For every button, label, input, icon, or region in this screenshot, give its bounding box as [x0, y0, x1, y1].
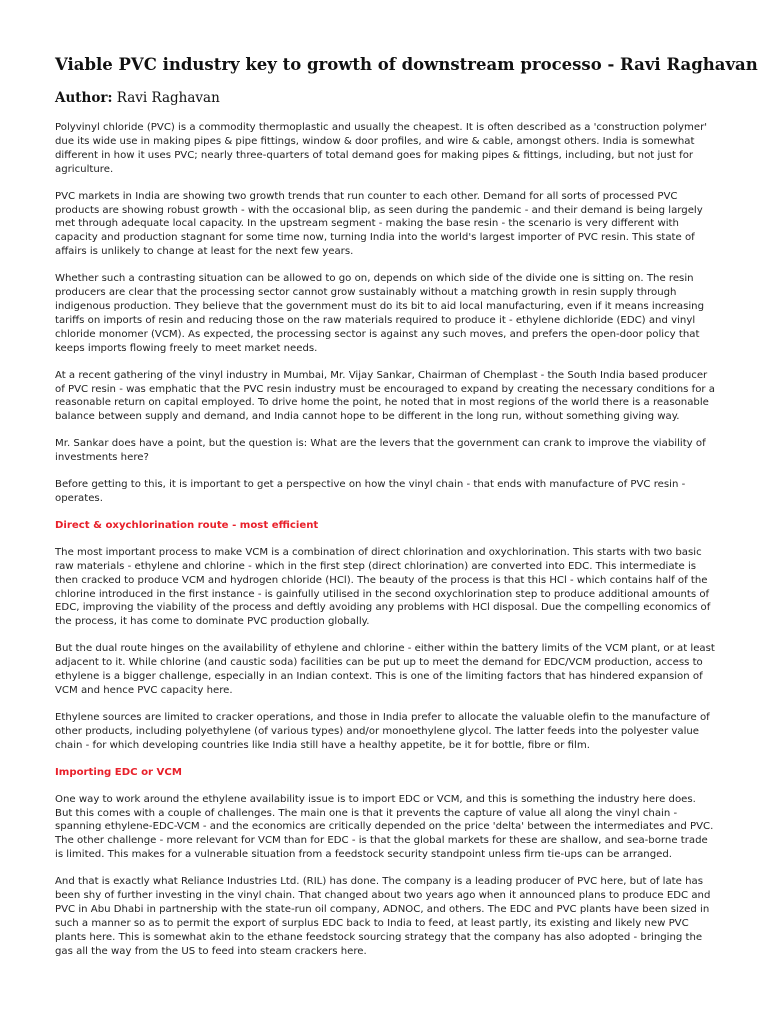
section-heading-importing-edc-vcm: Importing EDC or VCM	[55, 766, 182, 778]
paragraph-import-challenges: One way to work around the ethylene availability issue is to import EDC or VCM, and this is something the industry here does. But this comes with a couple of challenges. The main one is that it prevents the capture of value all along the vinyl chain - spanning ethylene-EDC-VCM - and the economics are critically depended on the price 'delta' between the intermediates and PVC. The other challenge - more relevant for VCM than for EDC - is that the global markets for these are shallow, and sea-borne trade is limited. This makes for a vulnerable situation from a feedstock security standpoint unless firm tie-ups can be arranged.	[55, 793, 714, 861]
paragraph-levers-question: Mr. Sankar does have a point, but the question is: What are the levers that the government can crank to improve the viability of investments here?	[55, 438, 706, 464]
paragraph-dual-route: But the dual route hinges on the availability of ethylene and chlorine - either within the battery limits of the VCM plant, or at least adjacent to it. While chlorine (and caustic soda) facilities can be put up to meet the demand for EDC/VCM production, access to ethylene is a bigger challenge, especially in an Indian context. This is one of the limiting factors that has hindered expansion of VCM and hence PVC capacity here.	[55, 643, 715, 696]
paragraph-perspective: Before getting to this, it is important to get a perspective on how the vinyl chain - that ends with manufacture of PVC resin - operates.	[55, 479, 686, 504]
paragraph-reliance: And that is exactly what Reliance Industries Ltd. (RIL) has done. The company is a leading producer of PVC here, but of late has been shy of further investing in the vinyl chain. That changed about two years ago when it announced plans to produce EDC and PVC in Abu Dhabi in partnership with the state-run oil company, ADNOC, and others. The EDC and PVC plants have been sized in such a manner so as to permit the export of surplus EDC back to India to feed, at least partly, its existing and likely new PVC plants here. This is somewhat akin to the ethane feedstock sourcing strategy that the company has also adopted - bringing the gas all the way from the US to feed into steam crackers here.	[55, 876, 711, 957]
paragraph-mumbai-gathering: At a recent gathering of the vinyl industry in Mumbai, Mr. Vijay Sankar, Chairman of Chemplast - the South India based producer of PVC resin - was emphatic that the PVC resin industry must be encouraged to expand by creating the necessary conditions for a reasonable return on capital employed. To drive home the point, he noted that in most regions of the world there is a reasonable balance between supply and demand, and India cannot hope to be different in the long run, without something giving way.	[55, 369, 715, 423]
paragraph-growth-trends: PVC markets in India are showing two growth trends that run counter to each other. Demand for all sorts of processed PVC products are showing robust growth - with the occasional blip, as seen during the pandemic - and their demand is being largely met through adequate local capacity. In the upstream segment - making the base resin - the scenario is very different with capacity and production stagnant for some time now, turning India into the world's largest importer of PVC resin. This state of affairs is unlikely to change at least for the next few years.	[55, 190, 703, 258]
article-title: Viable PVC industry key to growth of downstream processo - Ravi Raghavan	[55, 55, 758, 74]
section-heading-direct-oxychlorination: Direct & oxychlorination route - most efficient	[55, 519, 319, 531]
paragraph-vcm-process: The most important process to make VCM is a combination of direct chlorination and oxychlorination. This starts with two basic raw materials - ethylene and chlorine - which in the first step (direct chlorination) are converted into EDC. This intermediate is then cracked to produce VCM and hydrogen chloride (HCl). The beauty of the process is that this HCl - which contains half of the chlorine introduced in the first instance - is gainfully utilised in the second oxychlorination step to produce additional amounts of EDC, improving the viability of the process and deftly avoiding any problems with HCl disposal. Due the compelling economics of the process, it has come to dominate PVC production globally.	[55, 546, 711, 628]
paragraph-intro: Polyvinyl chloride (PVC) is a commodity thermoplastic and usually the cheapest. It is often described as a 'construction polymer' due its wide use in making pipes & pipe fittings, window & door profiles, and wire & cable, amongst others. India is somewhat different in how it uses PVC; nearly three-quarters of total demand goes for making pipes & fittings, including, but not just for agriculture.	[55, 122, 708, 175]
paragraph-ethylene-sources: Ethylene sources are limited to cracker operations, and those in India prefer to allocate the valuable olefin to the manufacture of other products, including polyethylene (of various types) and/or monoethylene glycol. The latter feeds into the polyester value chain - for which developing countries like India still have a healthy appetite, be it for bottle, fibre or film.	[55, 711, 710, 751]
paragraph-contrasting-situation: Whether such a contrasting situation can be allowed to go on, depends on which side of the divide one is sitting on. The resin producers are clear that the processing sector cannot grow sustainably without a matching growth in resin supply through indigenous production. They believe that the government must do its bit to aid local manufacturing, even if it means increasing tariffs on imports of resin and reducing those on the raw materials required to produce it - ethylene dichloride (EDC) and vinyl chloride monomer (VCM). As expected, the processing sector is against any such moves, and prefers the open-door policy that keeps imports flowing freely to meet market needs.	[55, 273, 705, 354]
author-label: Author:	[55, 90, 113, 106]
author-line	[55, 88, 715, 108]
author-name: Ravi Raghavan	[116, 90, 220, 106]
article	[55, 52, 758, 972]
